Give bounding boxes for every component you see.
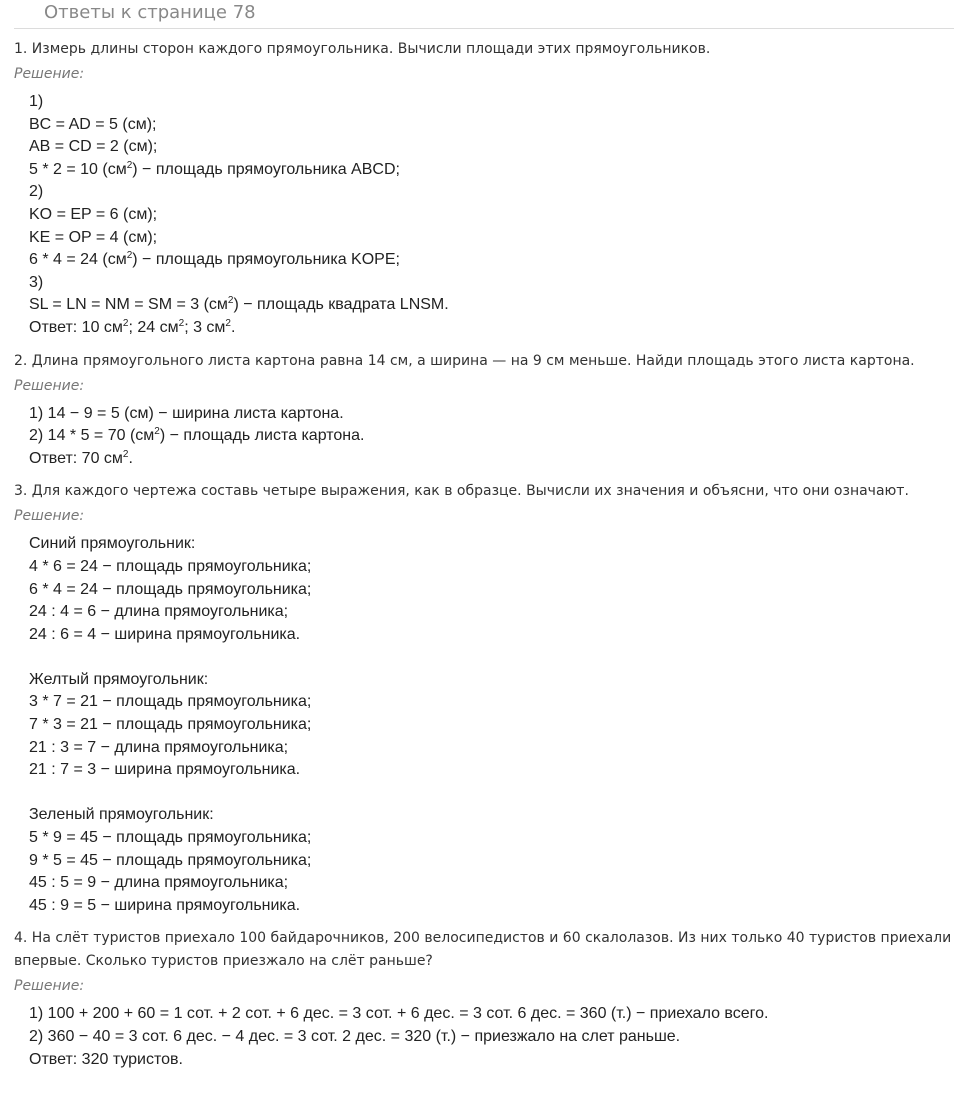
line-text: ) − площадь прямоугольника KOPE;: [132, 251, 400, 269]
solution-line: [29, 204, 964, 227]
line-text: 6 * 4 = 24 − площадь прямоугольника;: [29, 580, 312, 598]
solution-label: Решение:: [14, 978, 85, 995]
line-text: AB = CD = 2 (см);: [29, 138, 158, 156]
solution-line: [29, 448, 964, 471]
line-text: 21 : 7 = 3 − ширина прямоугольника.: [29, 761, 301, 779]
line-text: 1): [29, 93, 44, 110]
solution-line: [29, 669, 964, 692]
line-text: 3 * 7 = 21 − площадь прямоугольника;: [29, 693, 312, 711]
line-text: 1) 100 + 200 + 60 = 1 сот. + 2 сот. + 6 дес. = 3 сот. + 6 дес. = 3 сот. 6 дес. = 360 (т.) − приехало всего.: [29, 1005, 769, 1023]
solution-body: [14, 533, 964, 917]
superscript: 2: [122, 448, 129, 460]
solution-label: Решение:: [14, 508, 85, 525]
solution-line: [29, 759, 964, 782]
line-text: Ответ: 320 туристов.: [29, 1050, 183, 1068]
solution-line: [29, 556, 964, 579]
solution-line: [29, 1049, 964, 1072]
solution-line: [29, 737, 964, 760]
page-title: Ответы к странице 78: [44, 2, 256, 23]
line-text: ; 3 см: [184, 318, 226, 336]
line-text: .: [128, 449, 133, 467]
solution-line: [29, 136, 964, 159]
line-text: 24 : 4 = 6 − длина прямоугольника;: [29, 603, 289, 621]
line-text: ) − площадь прямоугольника ABCD;: [132, 160, 400, 178]
solution-label: Решение:: [14, 66, 85, 82]
superscript: 2: [225, 317, 231, 329]
solution-label: Решение:: [14, 377, 85, 394]
superscript: 2: [122, 317, 129, 329]
answers-content: [14, 38, 964, 1081]
line-text: 4 * 6 = 24 − площадь прямоугольника;: [29, 557, 312, 575]
solution-line: [29, 714, 964, 737]
solution-line: [29, 782, 964, 805]
solution-body: [14, 403, 964, 471]
solution-line: [29, 804, 964, 827]
solution-line: [29, 249, 964, 272]
line-text: 1) 14 − 9 = 5 (см) − ширина листа картона.: [29, 404, 344, 422]
line-text: 2): [29, 183, 44, 201]
superscript: 2: [126, 159, 133, 171]
line-text: KE = OP = 4 (см);: [29, 228, 158, 246]
solution-line: [29, 850, 964, 873]
solution-line: [29, 272, 964, 295]
line-text: 7 * 3 = 21 − площадь прямоугольника;: [29, 716, 312, 734]
solution-line: [29, 181, 964, 204]
superscript: 2: [178, 317, 185, 329]
task-question: 1. Измерь длины сторон каждого прямоугольника. Вычисли площади этих прямоугольников.: [14, 41, 711, 57]
line-text: 45 : 9 = 5 − ширина прямоугольника.: [29, 896, 301, 914]
solution-body: [14, 91, 964, 340]
line-text: 2) 360 − 40 = 3 сот. 6 дес. − 4 дес. = 3 сот. 2 дес. = 320 (т.) − приезжало на слет раньше.: [29, 1028, 681, 1045]
superscript: 2: [154, 426, 160, 438]
task-3: [14, 480, 964, 917]
solution-line: [29, 227, 964, 250]
line-text: Ответ: 70 см: [29, 449, 123, 467]
solution-body: [14, 1003, 964, 1071]
line-text: .: [230, 318, 236, 336]
line-text: Ответ: 10 см: [29, 318, 123, 336]
solution-line: [29, 579, 964, 602]
solution-line: [29, 827, 964, 850]
task-4: [14, 927, 964, 1071]
line-text: 2) 14 * 5 = 70 (см: [29, 427, 155, 445]
solution-line: [29, 403, 964, 426]
line-text: ; 24 см: [128, 318, 179, 336]
solution-line: [29, 159, 964, 182]
solution-line: [29, 691, 964, 714]
task-question: 4. На слёт туристов приехало 100 байдарочников, 200 велосипедистов и 60 скалолазов. Из них только 40 туристов приехали впервые. Сколько туристов приезжало на слёт раньше?: [14, 930, 952, 970]
solution-line: [29, 1003, 964, 1026]
line-text: 3): [29, 273, 44, 291]
solution-line: [29, 425, 964, 448]
solution-line: [29, 646, 964, 669]
line-text: SL = LN = NM = SM = 3 (см: [29, 296, 228, 314]
superscript: 2: [126, 250, 133, 262]
task-question: 2. Длина прямоугольного листа картона равна 14 см, а ширина — на 9 см меньше. Найди площадь этого листа картона.: [14, 352, 915, 369]
line-text: Зеленый прямоугольник:: [29, 806, 214, 824]
line-text: 6 * 4 = 24 (см: [29, 251, 127, 269]
line-text: 24 : 6 = 4 − ширина прямоугольника.: [29, 625, 301, 643]
line-text: ) − площадь квадрата LNSM.: [233, 296, 449, 314]
superscript: 2: [227, 295, 234, 307]
solution-line: [29, 624, 964, 647]
solution-line: [29, 895, 964, 918]
title-divider: [14, 28, 954, 29]
solution-line: [29, 1026, 964, 1049]
task-1: [14, 38, 964, 340]
solution-line: [29, 872, 964, 895]
line-text: Желтый прямоугольник:: [29, 670, 209, 688]
line-text: ) − площадь листа картона.: [159, 427, 365, 445]
line-text: 45 : 5 = 9 − длина прямоугольника;: [29, 874, 289, 892]
line-text: 9 * 5 = 45 − площадь прямоугольника;: [29, 851, 312, 869]
line-text: 5 * 2 = 10 (см: [29, 160, 127, 178]
solution-line: [29, 601, 964, 624]
line-text: 21 : 3 = 7 − длина прямоугольника;: [29, 738, 289, 756]
line-text: 5 * 9 = 45 − площадь прямоугольника;: [29, 829, 312, 847]
task-question: 3. Для каждого чертежа составь четыре выражения, как в образце. Вычисли их значения и объясни, что они означают.: [14, 483, 909, 500]
line-text: BC = AD = 5 (см);: [29, 115, 157, 133]
solution-line: [29, 533, 964, 556]
task-2: [14, 350, 964, 471]
solution-line: [29, 114, 964, 137]
line-text: KO = EP = 6 (см);: [29, 205, 158, 223]
line-text: Синий прямоугольник:: [29, 535, 196, 553]
solution-line: [29, 294, 964, 317]
solution-line: [29, 91, 964, 114]
solution-line: [29, 317, 964, 340]
